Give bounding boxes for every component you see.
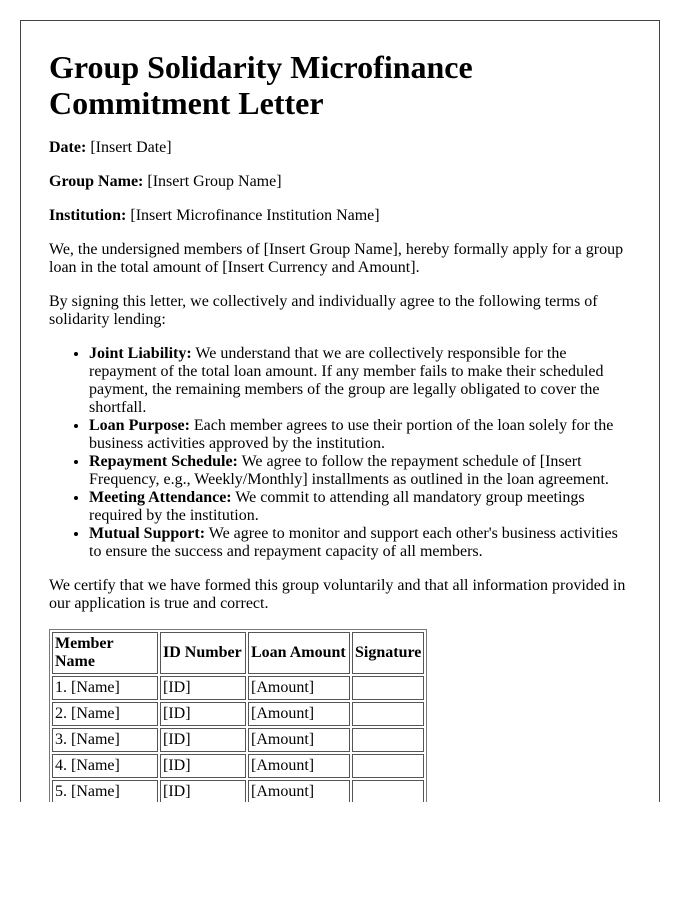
table-cell: 5. [Name]: [52, 780, 158, 802]
table-cell: [352, 702, 424, 726]
term-text: We agree to monitor and support each other's business activities to ensure the success and repayment capacity of all members.: [89, 525, 618, 560]
field-value: [Insert Date]: [90, 139, 172, 156]
letter-page: [20, 20, 660, 802]
term-text: We agree to follow the repayment schedule of [Insert Frequency, e.g., Weekly/Monthly] installments as outlined in the loan agreement.: [89, 453, 609, 488]
table-cell: [ID]: [160, 780, 246, 802]
term-label: Joint Liability:: [89, 345, 192, 362]
certification-paragraph: We certify that we have formed this group voluntarily and that all information provided in our application is true and correct.: [49, 577, 626, 612]
members-table: [49, 629, 427, 802]
terms-list: [49, 345, 631, 561]
group-name-field: [49, 173, 631, 191]
table-cell: 3. [Name]: [52, 728, 158, 752]
column-header: Member Name: [52, 632, 158, 674]
table-cell: [ID]: [160, 702, 246, 726]
field-label: Date:: [49, 139, 87, 156]
table-cell: [352, 754, 424, 778]
table-cell: [352, 780, 424, 802]
field-value: [Insert Group Name]: [147, 173, 282, 190]
table-cell: [Amount]: [248, 676, 350, 700]
term-item: [89, 417, 631, 453]
field-label: Group Name:: [49, 173, 144, 190]
intro-paragraph: We, the undersigned members of [Insert Group Name], hereby formally apply for a group loan in the total amount of [Insert Currency and Amount].: [49, 241, 624, 276]
table-cell: [Amount]: [248, 702, 350, 726]
table-cell: [Amount]: [248, 728, 350, 752]
term-item: [89, 489, 631, 525]
field-label: Institution:: [49, 207, 127, 224]
field-value: [Insert Microfinance Institution Name]: [130, 207, 380, 224]
table-cell: [352, 728, 424, 752]
table-cell: 2. [Name]: [52, 702, 158, 726]
column-header: Signature: [352, 632, 424, 674]
term-label: Loan Purpose:: [89, 417, 190, 434]
table-cell: 4. [Name]: [52, 754, 158, 778]
term-item: [89, 345, 631, 417]
table-row: [52, 754, 424, 778]
table-cell: 1. [Name]: [52, 676, 158, 700]
term-label: Repayment Schedule:: [89, 453, 238, 470]
column-header: ID Number: [160, 632, 246, 674]
table-header-row: [52, 632, 424, 674]
term-label: Meeting Attendance:: [89, 489, 232, 506]
terms-intro: By signing this letter, we collectively and individually agree to the following terms of solidarity lending:: [49, 293, 598, 328]
table-cell: [ID]: [160, 676, 246, 700]
table-cell: [Amount]: [248, 754, 350, 778]
table-row: [52, 702, 424, 726]
date-field: [49, 139, 631, 157]
term-text: We understand that we are collectively responsible for the repayment of the total loan amount. If any member fails to make their scheduled payment, the remaining members of the group are legally obligated to cover the shortfall.: [89, 345, 604, 416]
table-row: [52, 780, 424, 802]
table-row: [52, 676, 424, 700]
term-item: [89, 453, 631, 489]
table-row: [52, 728, 424, 752]
institution-field: [49, 207, 631, 225]
table-cell: [352, 676, 424, 700]
column-header: Loan Amount: [248, 632, 350, 674]
table-cell: [ID]: [160, 728, 246, 752]
table-cell: [Amount]: [248, 780, 350, 802]
table-cell: [ID]: [160, 754, 246, 778]
term-text: Each member agrees to use their portion of the loan solely for the business activities approved by the institution.: [89, 417, 614, 452]
page-title: Group Solidarity Microfinance Commitment Letter: [49, 49, 473, 121]
term-item: [89, 525, 631, 561]
term-text: We commit to attending all mandatory group meetings required by the institution.: [89, 489, 585, 524]
term-label: Mutual Support:: [89, 525, 206, 542]
